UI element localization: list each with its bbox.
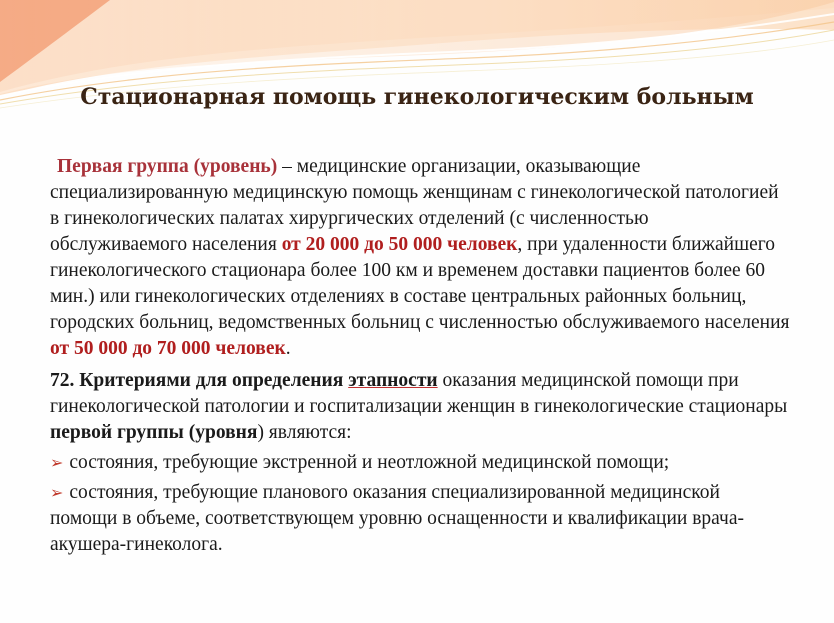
arrow-bullet-icon: ➢ [50, 453, 64, 472]
criteria-bold-a: 72. Критериями для определения [50, 370, 349, 391]
criteria-text-a: оказания медицинской помощи при гинекологической патологии и госпитализации женщин в гинекологические стационары [50, 370, 788, 417]
page-title: Стационарная помощь гинекологическим больным [80, 84, 754, 110]
bullet-text: состояния, требующие планового оказания специализированной медицинской помощи в объеме, соответствующем уровню оснащенности и квалификации врача-акушера-гинеколога. [50, 482, 745, 555]
slide-body [50, 154, 790, 558]
paragraph-first-group [50, 154, 790, 362]
para1-text-a: – медицинские организации, оказывающие специализированную медицинскую помощь женщинам с гинекологической патологией в гинекологических палатах хирургических отделений (с численностью обслуживаемого населения [50, 156, 779, 255]
criteria-text-b: ) являются: [257, 422, 352, 443]
bullet-text: состояния, требующие экстренной и неотложной медицинской помощи; [69, 452, 670, 473]
para1-text-b: , при удаленности ближайшего гинекологического стационара более 100 км и временем доставки пациентов более 60 мин.) или гинекологических отделениях в составе центральных районных больниц, городских больниц, ведомственных больниц с численностью обслуживаемого населения [50, 234, 790, 333]
bullet-item [50, 480, 790, 558]
population-range-b: от 50 000 до 70 000 человек [50, 338, 286, 359]
para1-text-c: . [285, 338, 291, 359]
arrow-bullet-icon: ➢ [50, 483, 64, 502]
population-range-a: от 20 000 до 50 000 человек [281, 234, 518, 255]
first-group-lead: Первая группа (уровень) [57, 156, 278, 177]
criteria-bold-b: первой группы (уровня [50, 422, 258, 443]
paragraph-criteria [50, 368, 790, 446]
bullet-item [50, 450, 790, 476]
criteria-underlined: этапности [348, 370, 438, 391]
